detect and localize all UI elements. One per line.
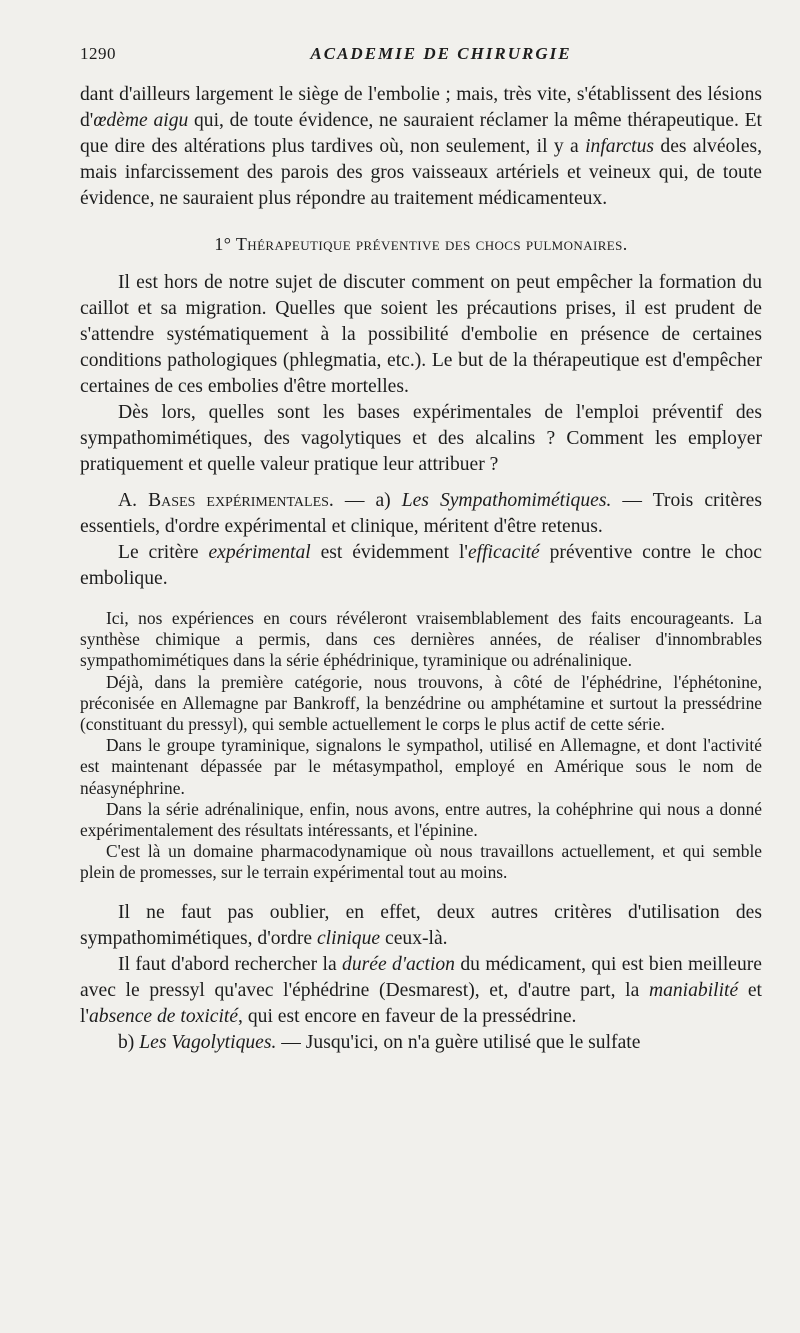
paragraph-7: Il faut d'abord rechercher la durée d'action du médicament, qui est bien meilleure avec le pressyl qu'avec l'éphédrine (Desmarest), et, d'autre part, la maniabilité et l'absence de toxicité, qui est encore en faveur de la pressédrine. (80, 953, 762, 1027)
paragraph-3: Dès lors, quelles sont les bases expérimentales de l'emploi préventif des sympathomimétiques, des vagolytiques et des alcalins ? Comment les employer pratiquement et quelle valeur pratique leur attribuer ? (80, 402, 762, 475)
journal-title: ACADEMIE DE CHIRURGIE (310, 44, 572, 63)
paragraph-4: A. Bases expérimentales. — a) Les Sympathomimétiques. — Trois critères essentiels, d'ordre expérimental et clinique, méritent d'être retenus. (80, 490, 762, 537)
small-paragraph: Dans la série adrénalinique, enfin, nous avons, entre autres, la cohéphrine qui nous a donné expérimentalement des résultats intéressants, et l'épinine. (80, 798, 762, 841)
body-text-continued (80, 900, 762, 1056)
paragraph-5: Le critère expérimental est évidemment l'efficacité préventive contre le choc embolique. (80, 542, 762, 589)
paragraph-8: b) Les Vagolytiques. — Jusqu'ici, on n'a guère utilisé que le sulfate (118, 1031, 641, 1053)
section-heading: 1° Thérapeutique préventive des chocs pulmonaires. (214, 234, 628, 254)
running-head (80, 44, 762, 76)
small-paragraph: Ici, nos expériences en cours révéleront vraisemblablement des faits encourageants. La synthèse chimique a permis, dans ces dernières années, de réaliser d'innombrables sympathomimétiques dans la série éphédrinique, tyraminique ou adrénalinique. (80, 608, 762, 671)
paragraph-1: dant d'ailleurs largement le siège de l'embolie ; mais, très vite, s'établissent des lésions d'œdème aigu qui, de toute évidence, ne sauraient réclamer la même thérapeutique. Et que dire des altérations plus tardives où, non seulement, il y a infarctus des alvéoles, mais infarcissement des parois des gros vaisseaux artériels et veineux qui, de toute évidence, ne sauraient plus répondre au traitement médicamenteux. (80, 84, 762, 209)
small-paragraph: Déjà, dans la première catégorie, nous trouvons, à côté de l'éphédrine, l'éphétonine, préconisée en Allemagne par Bankroff, la benzédrine ou amphétamine et surtout la pressédrine (constituant du pressyl), qui semble actuellement le corps le plus actif de cette série. (80, 671, 762, 735)
paragraph-6: Il ne faut pas oublier, en effet, deux autres critères d'utilisation des sympathomimétiques, d'ordre clinique ceux-là. (80, 901, 762, 949)
small-paragraph: Dans le groupe tyraminique, signalons le sympathol, utilisé en Allemagne, et dont l'activité est maintenant dépassée par le métasympathol, employé en Amérique sous le nom de néasynéphrine. (80, 735, 762, 798)
small-print-block (80, 608, 762, 884)
body-text (80, 82, 762, 592)
paragraph-2: Il est hors de notre sujet de discuter comment on peut empêcher la formation du caillot et sa migration. Quelles que soient les précautions prises, il est prudent de s'attendre systématiquement à la possibilité d'embolie en présence de certaines conditions pathologiques (phlegmatia, etc.). Le but de la thérapeutique est d'empêcher certaines de ces embolies d'être mortelles. (80, 272, 762, 397)
page-number: 1290 (80, 44, 116, 63)
small-paragraph: C'est là un domaine pharmacodynamique où nous travaillons actuellement, et qui semble plein de promesses, sur le terrain expérimental tout au moins. (80, 841, 762, 883)
